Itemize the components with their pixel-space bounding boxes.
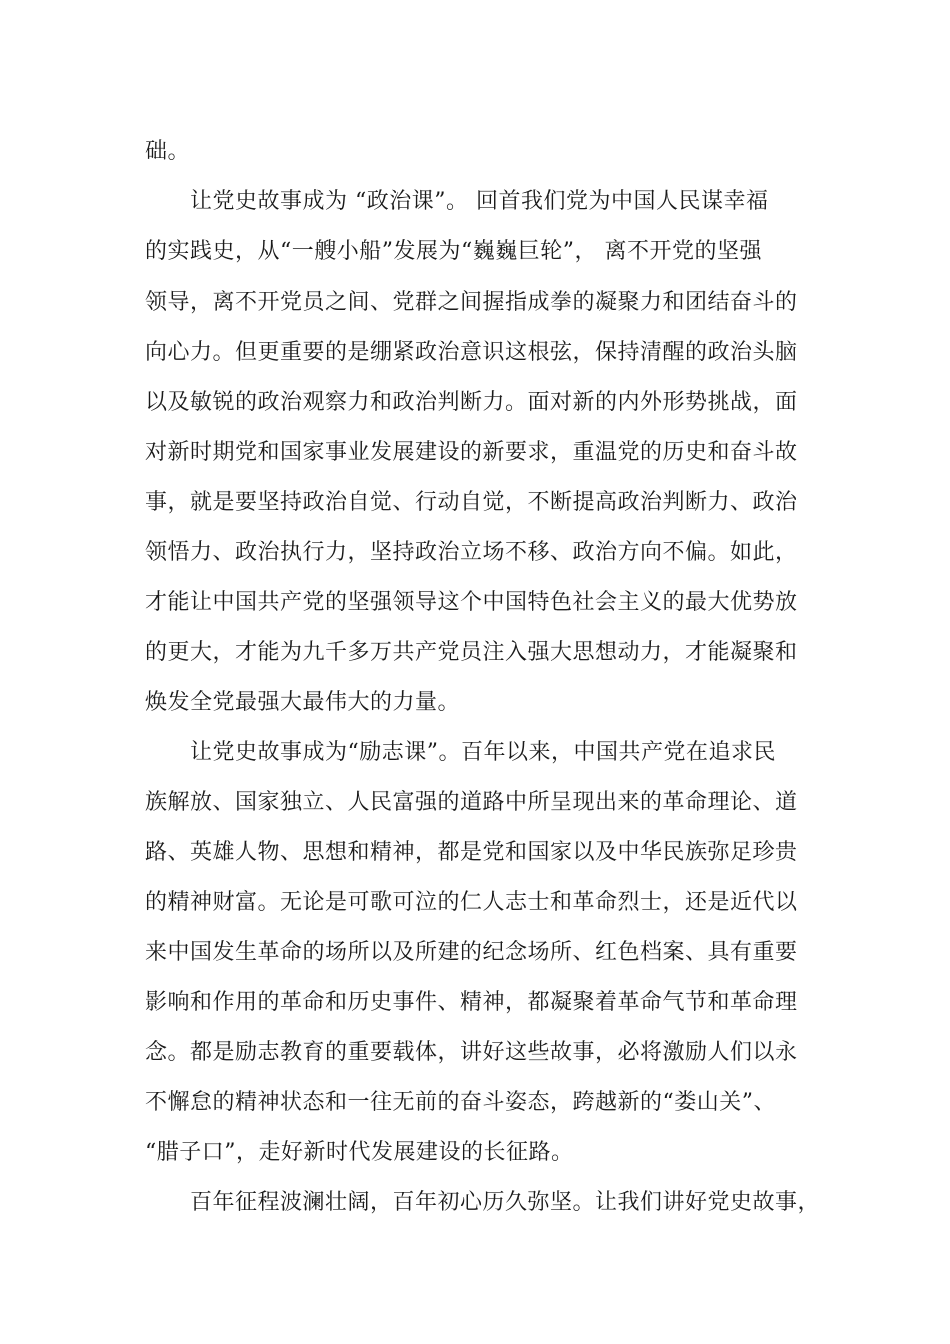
text-line: 领悟力、政治执行力，坚持政治立场不移、政治方向不偏。如此， (145, 540, 798, 565)
paragraph-heading-line: 让党史故事成为 “政治课”。 回首我们党为中国人民谋幸福 (190, 189, 769, 214)
text-line: 的实践史，从“一艘小船”发展为“巍巍巨轮”， 离不开党的坚强 (145, 239, 762, 264)
text-line: 不懈怠的精神状态和一往无前的奋斗姿态，跨越新的“娄山关”、 (145, 1090, 776, 1115)
text-line: 的更大，才能为九千多万共产党员注入强大思想动力，才能凝聚和 (145, 640, 798, 665)
text-line: 事，就是要坚持政治自觉、行动自觉，不断提高政治判断力、政治 (145, 490, 798, 515)
text-line: “腊子口”，走好新时代发展建设的长征路。 (145, 1140, 574, 1165)
text-line: 才能让中国共产党的坚强领导这个中国特色社会主义的最大优势放 (145, 590, 798, 615)
text-line: 向心力。但更重要的是绷紧政治意识这根弦，保持清醒的政治头脑 (145, 340, 798, 365)
paragraph-start-line: 百年征程波澜壮阔，百年初心历久弥坚。让我们讲好党史故事， (190, 1190, 821, 1215)
text-line: 础。 (145, 139, 191, 164)
text-line: 来中国发生革命的场所以及所建的纪念场所、红色档案、具有重要 (145, 940, 798, 965)
text-line: 念。都是励志教育的重要载体，讲好这些故事，必将激励人们以永 (145, 1040, 798, 1065)
text-line: 影响和作用的革命和历史事件、精神，都凝聚着革命气节和革命理 (145, 990, 798, 1015)
text-line: 的精神财富。无论是可歌可泣的仁人志士和革命烈士，还是近代以 (145, 890, 798, 915)
text-line: 路、英雄人物、思想和精神，都是党和国家以及中华民族弥足珍贵 (145, 840, 798, 865)
text-line: 以及敏锐的政治观察力和政治判断力。面对新的内外形势挑战，面 (145, 390, 798, 415)
text-line: 领导，离不开党员之间、党群之间握指成拳的凝聚力和团结奋斗的 (145, 290, 798, 315)
text-line: 族解放、国家独立、人民富强的道路中所呈现出来的革命理论、道 (145, 790, 798, 815)
paragraph-heading-line: 让党史故事成为“励志课”。百年以来，中国共产党在追求民 (190, 740, 776, 765)
text-line: 焕发全党最强大最伟大的力量。 (145, 690, 461, 715)
text-line: 对新时期党和国家事业发展建设的新要求，重温党的历史和奋斗故 (145, 440, 798, 465)
